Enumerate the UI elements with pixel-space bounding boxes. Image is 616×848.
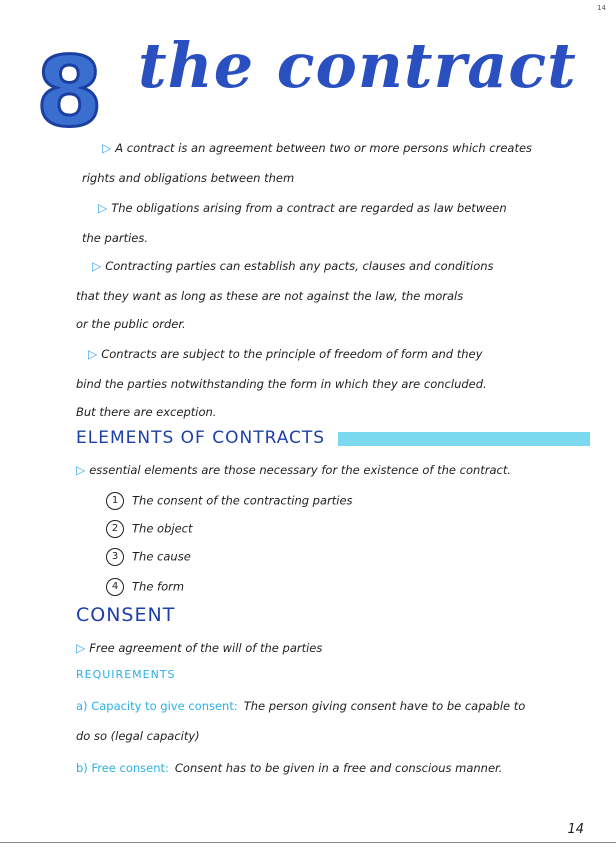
requirement-b-line-1: b) Free consent: Consent has to be given in a free and conscious manner. [76,761,503,775]
triangle-bullet-icon: ▷ [92,259,102,273]
heading-highlight [338,432,590,446]
requirement-b-label: b) Free consent: [76,761,169,775]
triangle-bullet-icon: ▷ [76,463,86,477]
circled-number: 3 [106,548,124,566]
elements-heading: ELEMENTS OF CONTRACTS [76,428,326,448]
paragraph-2-line-1: ▷ The obligations arising from a contract are regarded as law between [98,201,507,215]
paragraph-4-line-1: ▷ Contracts are subject to the principle of freedom of form and they [88,347,483,361]
triangle-bullet-icon: ▷ [76,641,86,655]
top-page-mark: 14 [597,4,606,12]
paragraph-3-line-2: that they want as long as these are not against the law, the morals [76,289,464,303]
page-number: 14 [567,822,584,837]
requirements-label: REQUIREMENTS [76,668,176,681]
paragraph-1-line-2: rights and obligations between them [82,171,295,185]
triangle-bullet-icon: ▷ [88,347,98,361]
triangle-bullet-icon: ▷ [102,141,112,155]
paragraph-3-line-1: ▷ Contracting parties can establish any pacts, clauses and conditions [92,259,494,273]
page-title: the contract [138,29,577,102]
elements-intro: ▷ essential elements are those necessary for the existence of the contract. [76,463,512,477]
paragraph-2-line-2: the parties. [82,231,149,245]
circled-number: 1 [106,492,124,510]
paragraph-4-line-3: But there are exception. [76,405,217,419]
list-item: 1 The consent of the contracting parties [106,492,353,510]
circled-number: 4 [106,578,124,596]
page-edge [0,842,616,843]
list-item: 4 The form [106,578,184,596]
triangle-bullet-icon: ▷ [98,201,108,215]
requirement-a-line-2: do so (legal capacity) [76,729,200,743]
consent-heading: CONSENT [76,604,176,626]
requirement-a-line-1: a) Capacity to give consent: The person giving consent have to be capable to [76,699,526,713]
consent-intro: ▷ Free agreement of the will of the parties [76,641,323,655]
chapter-number: 8 [36,36,103,148]
circled-number: 2 [106,520,124,538]
paragraph-3-line-3: or the public order. [76,317,186,331]
paragraph-1-line-1: ▷ A contract is an agreement between two or more persons which creates [102,141,533,155]
paragraph-4-line-2: bind the parties notwithstanding the form in which they are concluded. [76,377,487,391]
requirement-a-label: a) Capacity to give consent: [76,699,238,713]
list-item: 2 The object [106,520,192,538]
list-item: 3 The cause [106,548,191,566]
